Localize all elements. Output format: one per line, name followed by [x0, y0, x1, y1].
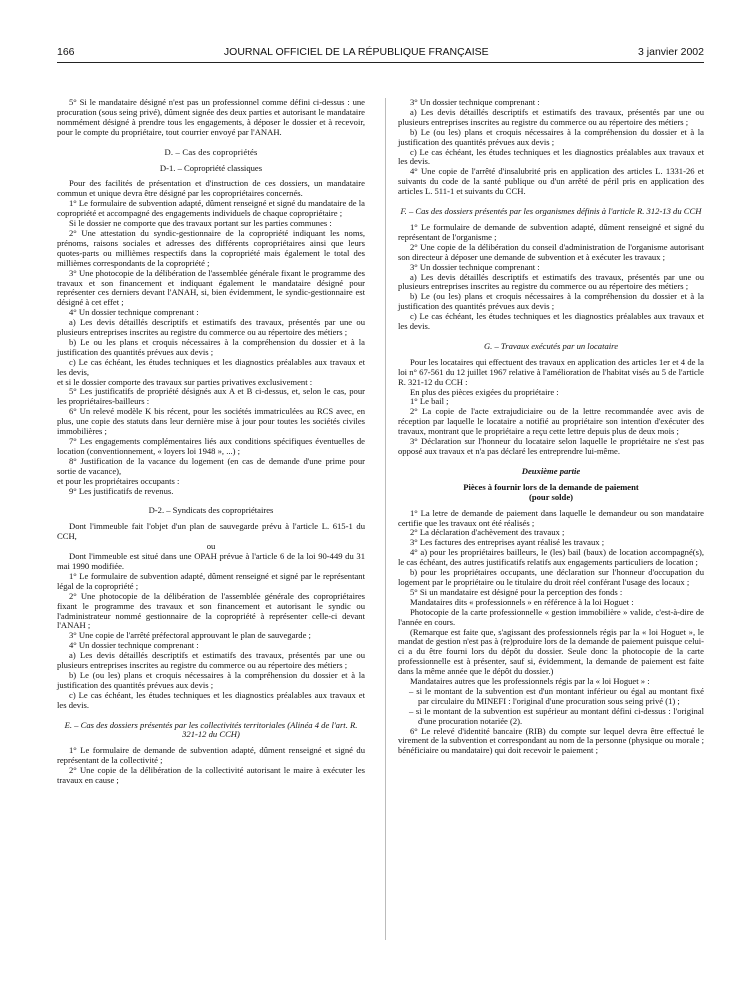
paragraph: 7° Les engagements complémentaires liés aux conditions spécifiques éventuelles de location (conventionnement, « loyers loi 1948 », ...) ; [57, 436, 365, 456]
paragraph: Dont l'immeuble est situé dans une OPAH prévue à l'article 6 de la loi 90-449 du 31 mai 1990 modifiée. [57, 551, 365, 571]
paragraph: 3° Les factures des entreprises ayant réalisé les travaux ; [410, 537, 605, 548]
paragraph: c) Le cas échéant, les études techniques et les diagnostics préalables aux travaux et les devis. [398, 146, 704, 167]
paragraph: 5° Si un mandataire est désigné pour la perception des fonds : [410, 586, 623, 597]
section-heading: F. – Cas des dossiers présentés par les organismes définis à l'article R. 312-13 du CCH [400, 206, 702, 217]
paragraph: 1° Le formulaire de subvention adapté, dûment renseigné et signé par le représentant légal de la copropriété ; [57, 570, 365, 591]
paragraph: Mandataires autres que les professionnels régis par la « loi Hoguet » : [410, 676, 650, 687]
section-heading: G. – Travaux exécutés par un locataire [483, 340, 619, 351]
connector-text: ou [206, 541, 216, 552]
paragraph: et si le dossier comporte des travaux sur parties privatives exclusivement : [57, 376, 313, 387]
paragraph: a) Les devis détaillés descriptifs et estimatifs des travaux, présentés par une ou plusieurs entreprises inscrites au registre du commerce ou au répertoire des métiers ; [398, 271, 704, 292]
paragraph: 2° Une photocopie de la délibération de l'assemblée générale des copropriétaires fixant le programme des travaux et son financement et autorisant le syndic ou l'administrateur nommé gestionnaire de la copropriété à représenter celle-ci devant l'ANAH ; [57, 590, 365, 631]
paragraph: a) Les devis détaillés descriptifs et estimatifs des travaux, présentés par une ou plusieurs entreprises inscrites au registre du commerce ou au répertoire des métiers ; [398, 106, 704, 127]
paragraph: 3° Un dossier technique comprenant : [410, 261, 540, 272]
section-heading: E. – Cas des dossiers présentés par les collectivités territoriales (Alinéa 4 de l'art. R. 321-12 du CCH) [64, 719, 358, 740]
paragraph: 6° Un relevé modèle K bis récent, pour les sociétés immatriculées au RCS avec, en plus, une copie des statuts dans leur dernière mise à jour pour toutes les sociétés civiles immobilières ; [57, 406, 365, 437]
page-header [57, 44, 704, 60]
paragraph: 9° Les justificatifs de revenus. [69, 485, 174, 496]
paragraph: 3° Une copie de l'arrêté préfectoral approuvant le plan de sauvegarde ; [69, 630, 311, 641]
paragraph: 2° La déclaration d'achèvement des travaux ; [410, 527, 565, 538]
column-divider [385, 98, 386, 940]
paragraph: c) Le cas échéant, les études techniques et les diagnostics préalables aux travaux et les devis. [398, 311, 704, 332]
paragraph: et pour les propriétaires occupants : [57, 475, 180, 486]
paragraph: 2° La copie de l'acte extrajudiciaire ou de la lettre recommandée avec avis de réception par laquelle le locataire a notifié au propriétaire son intention d'exécuter des travaux, montrant que le propriétaire a reçu cette lettre depuis plus de deux mois ; [398, 406, 704, 437]
paragraph: 5° Si le mandataire désigné n'est pas un professionnel comme défini ci-dessus : une procuration (sous seing privé), dûment signée des deux parties et autorisant le mandataire nommément désigné à prendre tous les engagements, à déposer le dossier et à recevoir, pour le compte du propriétaire, tout courrier envoyé par l'ANAH. [57, 97, 365, 137]
subsection-heading: D-2. – Syndicats des copropriétaires [148, 505, 274, 516]
page-number: 166 [57, 46, 75, 58]
paragraph: 1° Le formulaire de demande de subvention adapté, dûment renseigné et signé du représentant de la collectivité ; [57, 745, 365, 766]
paragraph: 4° Un dossier technique comprenant : [69, 640, 199, 651]
paragraph: 1° Le formulaire de subvention adapté, dûment renseigné et signé du mandataire de la copropriété et accompagné des engagements individuels de chaque copropriétaire ; [57, 198, 365, 219]
paragraph: a) Les devis détaillés descriptifs et estimatifs des travaux, présentés par une ou plusieurs entreprises inscrites au registre du commerce ou au répertoire des métiers ; [57, 650, 365, 671]
journal-title: JOURNAL OFFICIEL DE LA RÉPUBLIQUE FRANÇAISE [223, 46, 489, 58]
paragraph: Dont l'immeuble fait l'objet d'un plan de sauvegarde prévu à l'article L. 615-1 du CCH, [57, 521, 365, 542]
paragraph: 2° Une copie de la délibération de la collectivité autorisant le maire à exécuter les travaux en cause ; [57, 765, 365, 786]
paragraph: b) Le (ou les) plans et croquis nécessaires à la compréhension du dossier et à la justification des quantités prévues aux devis ; [57, 669, 365, 690]
paragraph: En plus des pièces exigées du propriétaire : [410, 386, 559, 397]
paragraph: b) pour les propriétaires occupants, une déclaration sur l'honneur d'occupation du logement par le propriétaire ou le titulaire du droit réel conférant l'usage des locaux ; [398, 567, 704, 587]
right-column [398, 98, 704, 756]
part-subheading: Pièces à fournir lors de la demande de paiement [463, 481, 639, 492]
paragraph: 1° La letre de demande de paiement dans laquelle le demandeur ou son mandataire certifie que les travaux ont été réalisés ; [398, 507, 704, 528]
paragraph: 3° Déclaration sur l'honneur du locataire selon laquelle le propriétaire ne s'est pas opposé aux travaux et n'a pas déclaré les entreprendre lui-même. [398, 436, 704, 456]
paragraph: b) Le (ou les) plans et croquis nécessaires à la compréhension du dossier et à la justification des quantités prévues aux devis ; [398, 291, 704, 312]
paragraph: 6° Le relevé d'identité bancaire (RIB) du compte sur lequel devra être effectué le virement de la subvention et correspondant au nom de la personne (physique ou morale ; bénéficiaire ou mandataire) qui doit recevoir le paiement ; [398, 725, 704, 756]
paragraph: 2° Une attestation du syndic-gestionnaire de la copropriété indiquant les noms, prénoms, raisons sociales et adresses des différents copropriétaires ainsi que leurs quotes-parts ou millièmes respectifs dans la copropriété mais également le total des millièmes correspondants de la copropriété ; [57, 227, 365, 268]
publication-date: 3 janvier 2002 [638, 46, 704, 58]
paragraph: 8° Justification de la vacance du logement (en cas de demande d'une prime pour sortie de vacance), [57, 455, 365, 476]
paragraph: 3° Un dossier technique comprenant : [410, 97, 540, 107]
paragraph: b) Le ou les plans et croquis nécessaires à la compréhension du dossier et à la justification des quantités prévues aux devis ; [57, 336, 365, 357]
paragraph: 4° Un dossier technique comprenant : [69, 307, 199, 318]
paragraph: Mandataires dits « professionnels » en référence à la loi Hoguet : [410, 596, 634, 607]
heading-text: D. – Cas des copropriétés [164, 146, 258, 157]
paragraph: 1° Le formulaire de demande de subvention adapté, dûment renseigné et signé du représentant de l'organisme ; [398, 221, 704, 242]
paragraph: 3° Une photocopie de la délibération de l'assemblée générale fixant le programme des travaux et son financement et indiquant également le mandataire désigné pour représenter ces derniers devant l'ANAH, si, bien évidemment, le syndic-gestionnaire est désigné à cet effet ; [57, 267, 365, 308]
paragraph: 4° Une copie de l'arrêté d'insalubrité pris en application des articles L. 1331-26 et suivants du code de la santé publique ou d'un arrêté de péril pris en application des articles L. 511-1 et suivants du CCH. [398, 166, 704, 197]
dash-item: – si le montant de la subvention est d'un montant inférieur ou égal au montant fixé par circulaire du MINEFI : l'original d'une procuration sous seing privé (1) ; [409, 685, 704, 706]
paragraph: 2° Une copie de la délibération du conseil d'administration de l'organisme autorisant son directeur à déposer une demande de subvention et à exécuter les travaux ; [398, 241, 704, 262]
header-rule [57, 62, 704, 63]
paragraph: b) Le (ou les) plans et croquis nécessaires à la compréhension du dossier et à la justification des quantités prévues aux devis ; [398, 126, 704, 147]
paragraph: Si le dossier ne comporte que des travaux portant sur les parties communes : [69, 218, 332, 229]
paragraph: Pour les locataires qui effectuent des travaux en application des articles 1er et 4 de la loi n° 67-561 du 12 juillet 1967 relative à l'amélioration de l'habitat visés au 5 de l'article R. 321-12 du CCH : [398, 356, 704, 387]
paragraph: c) Le cas échéant, les études techniques et les diagnostics préalables aux travaux et les devis. [57, 689, 365, 710]
dash-item: – si le montant de la subvention est supérieur au montant défini ci-dessus : l'original d'une procuration notariée (2). [409, 705, 704, 726]
paragraph: Photocopie de la carte professionnelle « gestion immobilière » valide, c'est-à-dire de l'année en cours. [398, 606, 704, 627]
left-column [57, 98, 365, 786]
paragraph: (Remarque est faite que, s'agissant des professionnels régis par la « loi Hoguet », le mandat de gestion n'est pas à (re)produire lors de la demande de paiement puisque celui-ci a du être fourni lors du dépôt du dossier. Seule donc la photocopie de la carte professionnelle est à présenter, sauf si, évidemment, la demande de paiement est faite dans la même année que le dépôt du dossier.) [398, 626, 704, 677]
paragraph: 1° Le bail ; [410, 396, 449, 407]
paragraph: a) Les devis détaillés descriptifs et estimatifs des travaux, présentés par une ou plusieurs entreprises inscrites au registre du commerce ou au répertoire des métiers ; [57, 317, 365, 338]
part-subheading-note: (pour solde) [528, 491, 573, 502]
part-heading: Deuxième partie [521, 465, 581, 476]
paragraph: Pour des facilités de présentation et d'instruction de ces dossiers, un mandataire commun et unique devra être désigné par les copropriétaires concernés. [57, 178, 365, 199]
paragraph: 4° a) pour les propriétaires bailleurs, le (les) bail (baux) de location accompagné(s), le cas échéant, des autres justificatifs relatifs aux engagements particuliers de location ; [398, 547, 704, 568]
subsection-heading: D-1. – Copropriété classiques [159, 162, 263, 173]
section-heading [57, 148, 365, 158]
paragraph: c) Le cas échéant, les études techniques et les diagnostics préalables aux travaux et les devis, [57, 356, 365, 377]
paragraph: 5° Les justificatifs de propriété désignés aux A et B ci-dessus, et, selon le cas, pour les propriétaires-bailleurs : [57, 386, 365, 407]
